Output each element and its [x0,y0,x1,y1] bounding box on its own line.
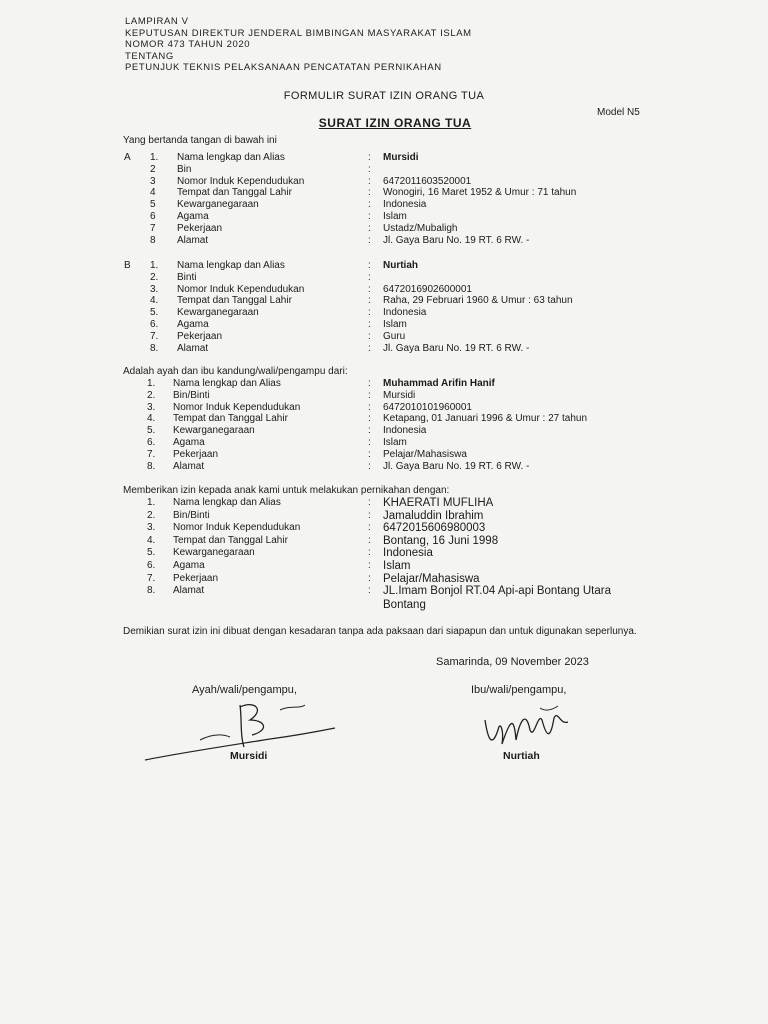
field-number: 4. [150,295,159,307]
field-number: 5. [147,425,156,437]
field-row [0,152,768,164]
field-value: Nurtiah [383,260,418,271]
field-separator: : [368,547,371,559]
field-separator: : [368,199,371,211]
field-number: 4. [147,534,156,546]
field-label: Bin [177,163,192,175]
field-value: 6472011603520001 [383,175,472,187]
field-label: Agama [173,437,205,448]
field-separator: : [368,260,371,271]
field-value: Islam [383,319,407,330]
field-label: Pekerjaan [173,448,219,460]
field-value: JL.Imam Bonjol RT.04 Api-api Bontang Utara [383,585,611,598]
field-separator: : [368,401,371,413]
field-label: Pekerjaan [173,572,219,584]
section-letter: A [124,152,131,163]
field-separator: : [368,585,371,597]
closing-paragraph: Demikian surat izin ini dibuat dengan kesadaran tanpa ada paksaan dari siapapun dan untuk digunakan seperlunya. [123,626,637,637]
field-row [0,378,768,390]
intro-text: Yang bertanda tangan di bawah ini [123,135,277,146]
field-row [0,272,768,284]
field-number: 4 [150,187,156,199]
field-label: Pekerjaan [177,330,223,342]
field-number: 3. [147,522,156,534]
mother-name-signed: Nurtiah [503,750,540,762]
field-label: Kewarganegaraan [173,547,255,559]
field-separator: : [368,378,371,389]
field-value: Jl. Gaya Baru No. 19 RT. 6 RW. - [383,342,530,354]
field-label: Nama lengkap dan Alias [177,260,285,271]
field-number: 1. [150,260,159,271]
field-number: 8. [150,342,159,354]
field-value: Islam [383,560,411,572]
field-value: Bontang, 16 Juni 1998 [383,534,499,547]
field-separator: : [368,187,371,199]
field-label: Bin/Binti [173,389,210,401]
field-value: Jl. Gaya Baru No. 19 RT. 6 RW. - [383,460,530,472]
field-separator: : [368,522,371,534]
field-label: Nomor Induk Kependudukan [173,522,301,534]
field-value: Indonesia [383,199,427,211]
field-row [0,176,768,188]
field-value: Pelajar/Mahasiswa [383,572,480,585]
field-label: Nama lengkap dan Alias [173,378,281,389]
field-row [0,560,768,572]
field-separator: : [368,163,371,175]
field-label: Kewarganegaraan [177,307,259,319]
field-number: 6. [147,437,156,448]
field-row [0,319,768,331]
field-value: Jamaluddin Ibrahim [383,509,484,522]
field-separator: : [368,460,371,472]
field-row [0,510,768,522]
field-number: 5 [150,199,156,211]
field-value: 6472015606980003 [383,522,486,535]
field-row [0,547,768,559]
header-line: TENTANG [125,50,174,62]
field-row [0,390,768,402]
field-number: 1. [150,152,159,163]
field-value: Ketapang, 01 Januari 1996 & Umur : 27 tahun [383,413,588,425]
field-separator: : [368,389,371,401]
partner-intro-text: Memberikan izin kepada anak kami untuk melakukan pernikahan dengan: [123,485,450,496]
section-letter: B [124,260,131,271]
field-row [0,284,768,296]
header-line: NOMOR 473 TAHUN 2020 [125,39,251,50]
field-separator: : [368,330,371,342]
field-value: Indonesia [383,307,427,319]
field-row [0,402,768,414]
field-value: 6472016902600001 [383,283,472,295]
field-row [0,343,768,355]
field-row [0,461,768,473]
field-row [0,260,768,272]
field-row [0,425,768,437]
field-value: 6472010101960001 [383,401,472,413]
field-row [0,187,768,199]
field-separator: : [368,234,371,246]
field-row [0,223,768,235]
father-name-signed: Mursidi [230,750,268,762]
field-value: Indonesia [383,547,433,560]
field-row [0,437,768,449]
field-number: 1. [147,497,156,508]
field-separator: : [368,283,371,295]
field-value: Mursidi [383,389,416,401]
header-line: PETUNJUK TEKNIS PELAKSANAAN PENCATATAN PERNIKAHAN [125,62,442,73]
field-value: Islam [383,437,407,448]
field-separator: : [368,222,371,234]
field-value: Wonogiri, 16 Maret 1952 & Umur : 71 tahun [383,187,577,199]
field-number: 7. [147,448,156,460]
field-row [0,164,768,176]
field-row [0,211,768,223]
field-number: 3. [150,283,159,295]
field-row [0,585,768,597]
field-separator: : [368,534,371,546]
header-line: KEPUTUSAN DIREKTUR JENDERAL BIMBINGAN MASYARAKAT ISLAM [125,27,472,39]
field-number: 7. [147,572,156,584]
field-row [0,199,768,211]
field-label: Alamat [173,460,205,472]
field-separator: : [368,319,371,330]
field-separator: : [368,271,371,283]
field-number: 2 [150,163,156,175]
mother-signature [480,700,580,755]
field-number: 1. [147,378,156,389]
field-label: Alamat [177,234,209,246]
field-separator: : [368,560,371,571]
field-separator: : [368,437,371,448]
address-continuation [0,599,768,611]
field-label: Tempat dan Tanggal Lahir [173,534,288,546]
field-row [0,331,768,343]
field-value: Raha, 29 Februari 1960 & Umur : 63 tahun [383,295,573,307]
decree-header [125,16,472,74]
field-number: 3 [150,175,156,187]
mother-role: Ibu/wali/pengampu, [471,684,567,696]
field-label: Bin/Binti [173,509,210,521]
header-line: LAMPIRAN V [125,16,189,27]
field-row [0,535,768,547]
field-label: Tempat dan Tanggal Lahir [177,187,292,199]
field-separator: : [368,497,371,508]
field-value: Islam [383,211,407,222]
field-label: Kewarganegaraan [177,199,259,211]
field-value: Indonesia [383,425,427,437]
field-number: 6. [150,319,159,330]
field-number: 8. [147,585,156,597]
field-row [0,295,768,307]
father-role: Ayah/wali/pengampu, [192,684,297,696]
field-label: Alamat [173,585,205,597]
field-row [0,307,768,319]
document-title: SURAT IZIN ORANG TUA [318,116,472,130]
field-label: Nomor Induk Kependudukan [177,175,305,187]
field-separator: : [368,152,371,163]
field-value: Pelajar/Mahasiswa [383,448,467,460]
field-separator: : [368,425,371,437]
field-separator: : [368,572,371,584]
field-label: Tempat dan Tanggal Lahir [173,413,288,425]
field-separator: : [368,342,371,354]
field-row [0,449,768,461]
form-title: FORMULIR SURAT IZIN ORANG TUA [283,90,485,102]
field-label: Agama [173,560,205,571]
field-label: Agama [177,211,209,222]
field-row [0,522,768,534]
field-label: Nama lengkap dan Alias [177,152,285,163]
field-number: 7. [150,330,159,342]
field-number: 4. [147,413,156,425]
field-label: Nama lengkap dan Alias [173,497,281,508]
field-value: KHAERATI MUFLIHA [383,497,494,509]
field-number: 2. [150,271,159,283]
field-value: Jl. Gaya Baru No. 19 RT. 6 RW. - [383,234,530,246]
address-line2: Bontang [383,599,426,611]
field-label: Nomor Induk Kependudukan [177,283,305,295]
field-value: Guru [383,330,406,342]
field-label: Alamat [177,342,209,354]
field-value: Ustadz/Mubaligh [383,222,458,234]
field-number: 6 [150,211,156,222]
field-separator: : [368,448,371,460]
field-number: 8 [150,234,156,246]
field-number: 3. [147,401,156,413]
field-separator: : [368,295,371,307]
field-label: Kewarganegaraan [173,425,255,437]
field-label: Agama [177,319,209,330]
field-separator: : [368,413,371,425]
field-number: 6. [147,560,156,571]
field-value: Mursidi [383,152,419,163]
model-code: Model N5 [597,107,640,118]
field-separator: : [368,211,371,222]
place-date: Samarinda, 09 November 2023 [436,656,589,668]
field-separator: : [368,509,371,521]
field-separator: : [368,307,371,319]
field-row [0,413,768,425]
field-number: 2. [147,509,156,521]
field-number: 5. [147,547,156,559]
field-row [0,497,768,509]
field-label: Tempat dan Tanggal Lahir [177,295,292,307]
field-label: Pekerjaan [177,222,223,234]
field-number: 8. [147,460,156,472]
field-row [0,235,768,247]
field-value: Muhammad Arifin Hanif [383,378,495,389]
child-intro-text: Adalah ayah dan ibu kandung/wali/pengampu dari: [123,366,348,377]
field-separator: : [368,175,371,187]
field-number: 5. [150,307,159,319]
field-number: 2. [147,389,156,401]
field-row [0,573,768,585]
field-label: Binti [177,271,197,283]
field-number: 7 [150,222,156,234]
field-label: Nomor Induk Kependudukan [173,401,301,413]
